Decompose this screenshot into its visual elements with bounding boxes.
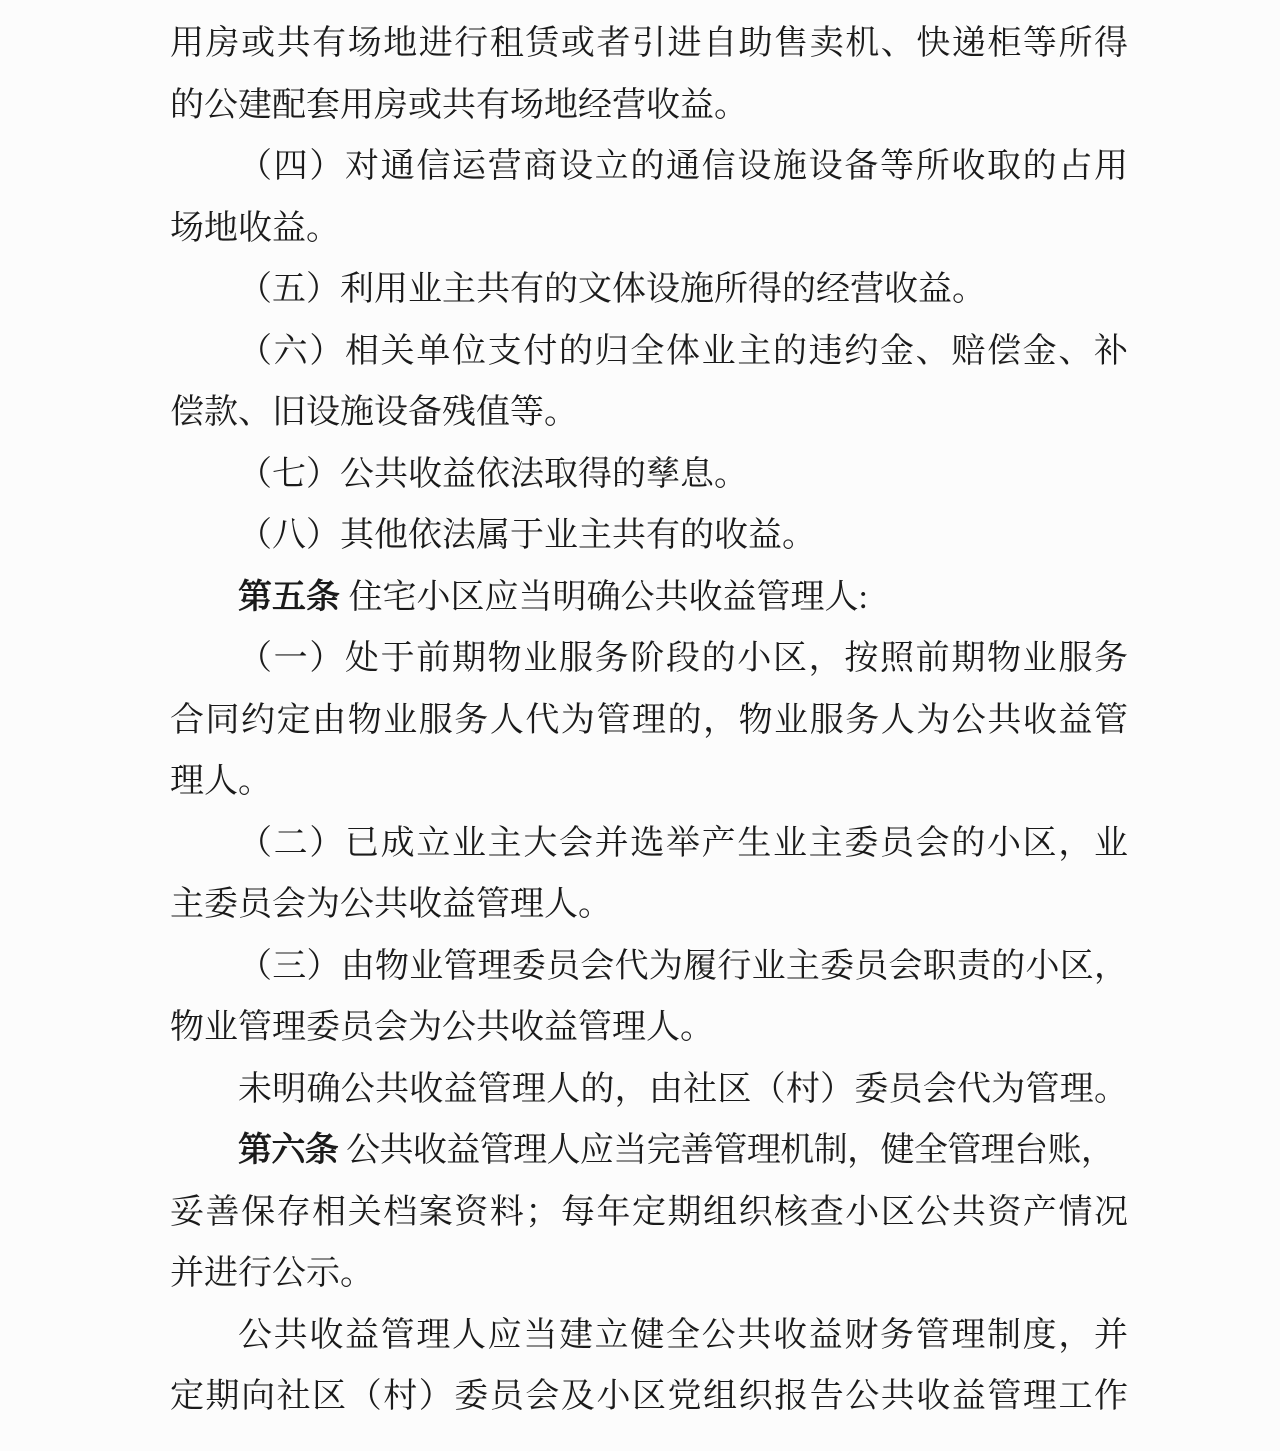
text-line: 物业管理委员会为公共收益管理人。	[170, 1009, 714, 1046]
text-line: 并进行公示。	[170, 1255, 374, 1292]
text-line: （七）公共收益依法取得的孳息。	[238, 455, 748, 493]
text-line: （二）已成立业主大会并选举产生业主委员会的小区，业	[238, 824, 1128, 862]
text-line: （八）其他依法属于业主共有的收益。	[238, 517, 816, 554]
article-six-number: 第六条	[238, 1131, 339, 1169]
text-line: 理人。	[170, 763, 272, 800]
text-line: 未明确公共收益管理人的，由社区（村）委员会代为管理。	[238, 1070, 1128, 1108]
text-line: （三）由物业管理委员会代为履行业主委员会职责的小区，	[238, 947, 1128, 985]
text-line: 妥善保存相关档案资料；每年定期组织核查小区公共资产情况	[170, 1193, 1128, 1231]
text-line: （五）利用业主共有的文体设施所得的经营收益。	[238, 271, 986, 308]
text-line: 主委员会为公共收益管理人。	[170, 886, 612, 923]
article-five-number: 第五条	[238, 577, 340, 616]
text-line: 公共收益管理人应当建立健全公共收益财务管理制度，并	[238, 1316, 1128, 1354]
text-line: 场地收益。	[170, 209, 340, 247]
text-line: （六）相关单位支付的归全体业主的违约金、赔偿金、补	[238, 332, 1128, 370]
text-line: （四）对通信运营商设立的通信设施设备等所收取的占用	[238, 148, 1128, 185]
text-line: 用房或共有场地进行租赁或者引进自助售卖机、快递柜等所得	[170, 25, 1128, 62]
text-line: 合同约定由物业服务人代为管理的，物业服务人为公共收益管	[170, 701, 1128, 739]
article-six-heading-line: 第六条 公共收益管理人应当完善管理机制，健全管理台账，	[238, 1131, 1115, 1169]
text-line: 定期向社区（村）委员会及小区党组织报告公共收益管理工作	[170, 1378, 1128, 1415]
text-line: 的公建配套用房或共有场地经营收益。	[170, 86, 748, 124]
text-line: 偿款、旧设施设备残值等。	[170, 394, 578, 431]
article-five-heading-line: 第五条 住宅小区应当明确公共收益管理人:	[238, 577, 868, 616]
text-line: （一）处于前期物业服务阶段的小区，按照前期物业服务	[238, 640, 1128, 677]
